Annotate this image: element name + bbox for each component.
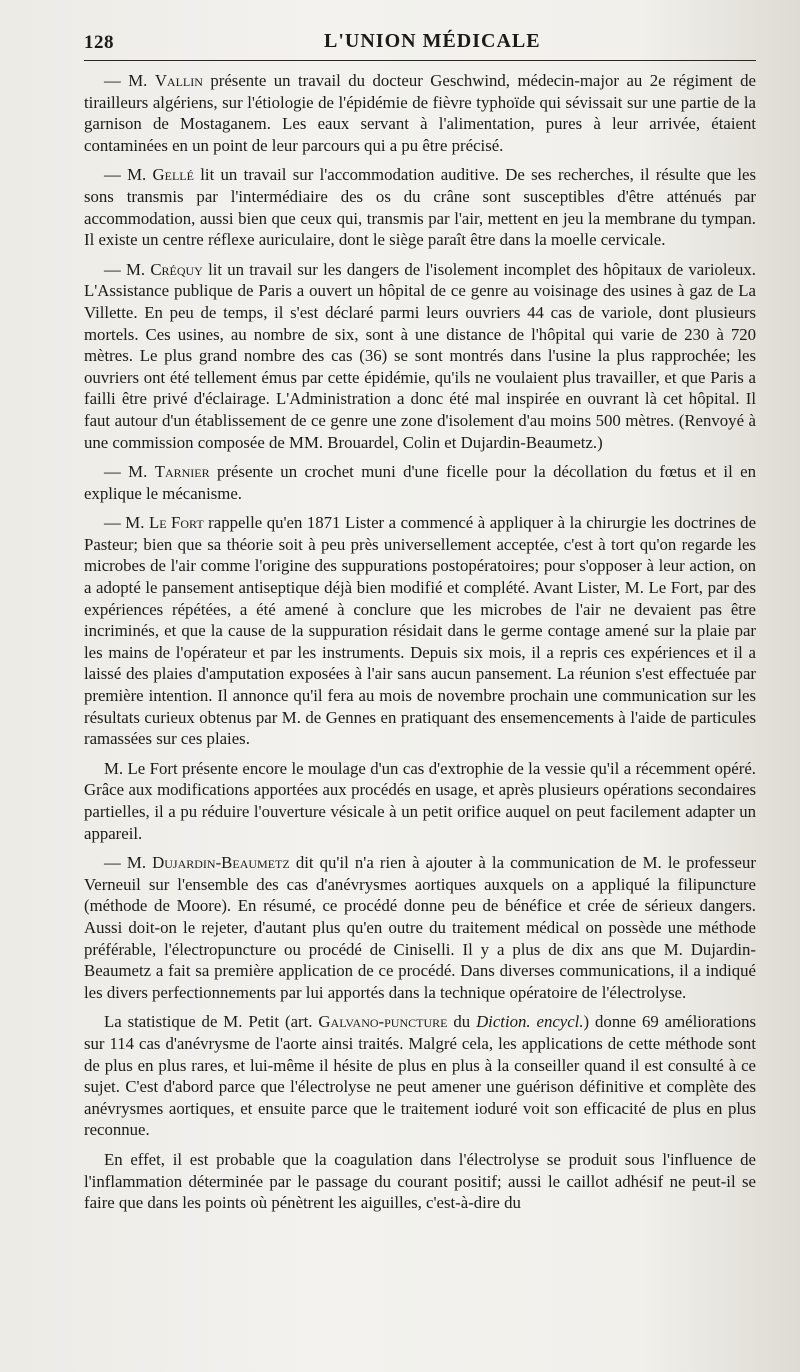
paragraph-en-effet [84, 1149, 756, 1214]
paragraph-text: présente un travail du docteur Geschwind, médecin-major au 2e régiment de tirailleurs algériens, sur l'étiologie de l'épidémie de fièvre typhoïde qui sévissait sur une partie de la garnison de Mostaganem. Les eaux servant à l'alimentation, pures à leur arrivée, étaient contaminées en un point de leur parcours qui a pu être précisé. [84, 71, 756, 155]
para-lead: — M. [104, 513, 149, 533]
article-title: Galvano-puncture [318, 1012, 448, 1032]
para-lead: — M. [104, 462, 155, 482]
speaker-name: Gellé [152, 165, 194, 185]
running-title: L'UNION MÉDICALE [324, 30, 541, 52]
paragraph-text: rappelle qu'en 1871 Lister a commencé à appliquer à la chirurgie les doctrines de Pasteur; bien que sa théorie soit à peu près universellement acceptée, c'est à tort qu'on regarde les microbes de l'air comme l'origine des suppurations postopératoires; pour s'opposer à leur action, on a adopté le pansement antiseptique déjà bien modifié et complété. Avant Lister, M. Le Fort, par des expériences répétées, a été amené à conclure que les microbes de l'air ne devaient pas être incriminés, et que la cause de la suppuration résidait dans le germe contage amené sur la plaie par les mains de l'opérateur et par les instruments. Depuis six mois, il a repris ces expériences et il a laissé des plaies d'amputation exposées à l'air sans aucun pansement. La réunion s'est effectuée par première intention. Il annonce qu'il fera au mois de novembre prochain une communication sur les résultats curieux obtenus par M. de Gennes en pratiquant des ensemencements à l'aide de particules ramassées sur ces plaies. [84, 513, 757, 749]
para-lead: — M. [104, 259, 151, 279]
speaker-name: Dujardin-Beaumetz [152, 853, 290, 873]
paragraph-le-fort-moulage [84, 758, 756, 844]
para-lead: — M. [104, 853, 153, 873]
speaker-name: Le Fort [148, 513, 204, 533]
article-body [84, 70, 756, 1217]
paragraph-tarnier [84, 461, 756, 504]
para-lead: — M. [104, 165, 153, 185]
page-number: 128 [84, 32, 114, 53]
paragraph-crequy [84, 259, 756, 453]
page-header [84, 28, 770, 58]
paragraph-text: En effet, il est probable que la coagulation dans l'électrolyse se produit sous l'influence de l'inflammation déterminée par le passage du courant positif; aussi le caillot adhésif ne peut-il se faire que dans les points où pénètrent les aiguilles, c'est-à-dire du [84, 1149, 756, 1213]
speaker-name: Tarnier [154, 462, 210, 482]
paragraph-text: lit un travail sur l'accommodation auditive. De ses recherches, il résulte que les sons transmis par l'intermédiaire des os du crâne sont susceptibles d'être atténués par accommodation, aussi bien que ceux qui, transmis par l'air, mettent en jeu la membrane du tympan. Il existe un centre réflexe auriculaire, dont le siège paraît être dans la moelle cervicale. [84, 165, 756, 250]
paragraph-text: lit un travail sur les dangers de l'isolement incomplet des hôpitaux de varioleux. L'Assistance publique de Paris a ouvert un hôpital de ce genre au voisinage des usines à gaz de La Villette. En peu de temps, il s'est déclaré parmi leurs ouvriers 44 cas de variole, dont plusieurs mortels. Ces usines, au nombre de six, sont à une distance de l'hôpital qui varie de 230 à 720 mètres. Le plus grand nombre des cas (36) se sont montrés dans l'usine la plus rapprochée; les ouvriers ont été tellement émus par cette épidémie, qu'ils ne voulaient plus travailler, et que Paris a failli être privé d'éclairage. L'Administration a donc été mal inspirée en ouvrant là cet hôpital. Il faut autour d'un établissement de ce genre une zone d'isolement d'au moins 500 mètres. (Renvoyé à une commission composée de MM. Brouardel, Colin et Dujardin-Beaumetz.) [84, 259, 756, 452]
paragraph-gelle [84, 164, 756, 250]
paragraph-statistique [84, 1011, 756, 1141]
paragraph-dujardin-beaumetz [84, 852, 756, 1003]
paragraph-le-fort [84, 512, 756, 750]
para-lead: — M. [104, 71, 155, 90]
paragraph-vallin [84, 70, 756, 156]
para-lead: La statistique de M. Petit (art. [104, 1012, 319, 1032]
header-rule [84, 60, 756, 61]
paragraph-text: dit qu'il n'a rien à ajouter à la communication de M. le professeur Verneuil sur l'ensemble des cas d'anévrysmes aortiques auxquels on a appliqué la filipuncture (méthode de Moore). En résumé, ce procédé donne peu de bénéfice et crée de sérieux dangers. Aussi doit-on le rejeter, d'autant plus qu'en outre du traitement médical on possède une méthode préférable, l'électropuncture ou procédé de Ciniselli. Il y a plus de dix ans que M. Dujardin-Beaumetz a fait sa première application de ce procédé. Dans diverses communications, il a indiqué les divers perfectionnements par lui apportés dans la technique opératoire de l'électrolyse. [84, 853, 756, 1002]
reference-title: Diction. encycl. [476, 1012, 584, 1032]
paragraph-text: ) donne 69 améliorations sur 114 cas d'anévrysme de l'aorte ainsi traités. Malgré cela, les applications de cette méthode sont de plus en plus rares, et lui-même il hésite de plus en plus à la conseiller quand il est consulté à ce sujet. C'est d'abord parce que l'électrolyse ne peut amener une guérison définitive et complète des anévrysmes aortiques, et ensuite parce que le traitement ioduré voit son efficacité de plus en plus reconnue. [84, 1012, 756, 1140]
speaker-name: Vallin [154, 71, 203, 90]
paragraph-text: présente un crochet muni d'une ficelle pour la décollation du fœtus et il en explique le mécanisme. [84, 462, 756, 503]
speaker-name: Créquy [150, 259, 203, 279]
paragraph-text: M. Le Fort présente encore le moulage d'un cas d'extrophie de la vessie qu'il a récemment opéré. Grâce aux modifications apportées aux procédés en usage, et après plusieurs opérations secondaires partielles, il a pu réduire l'ouverture vésicale à un petit orifice auquel on peut facilement adapter un appareil. [84, 758, 756, 843]
para-mid: du [447, 1012, 477, 1032]
